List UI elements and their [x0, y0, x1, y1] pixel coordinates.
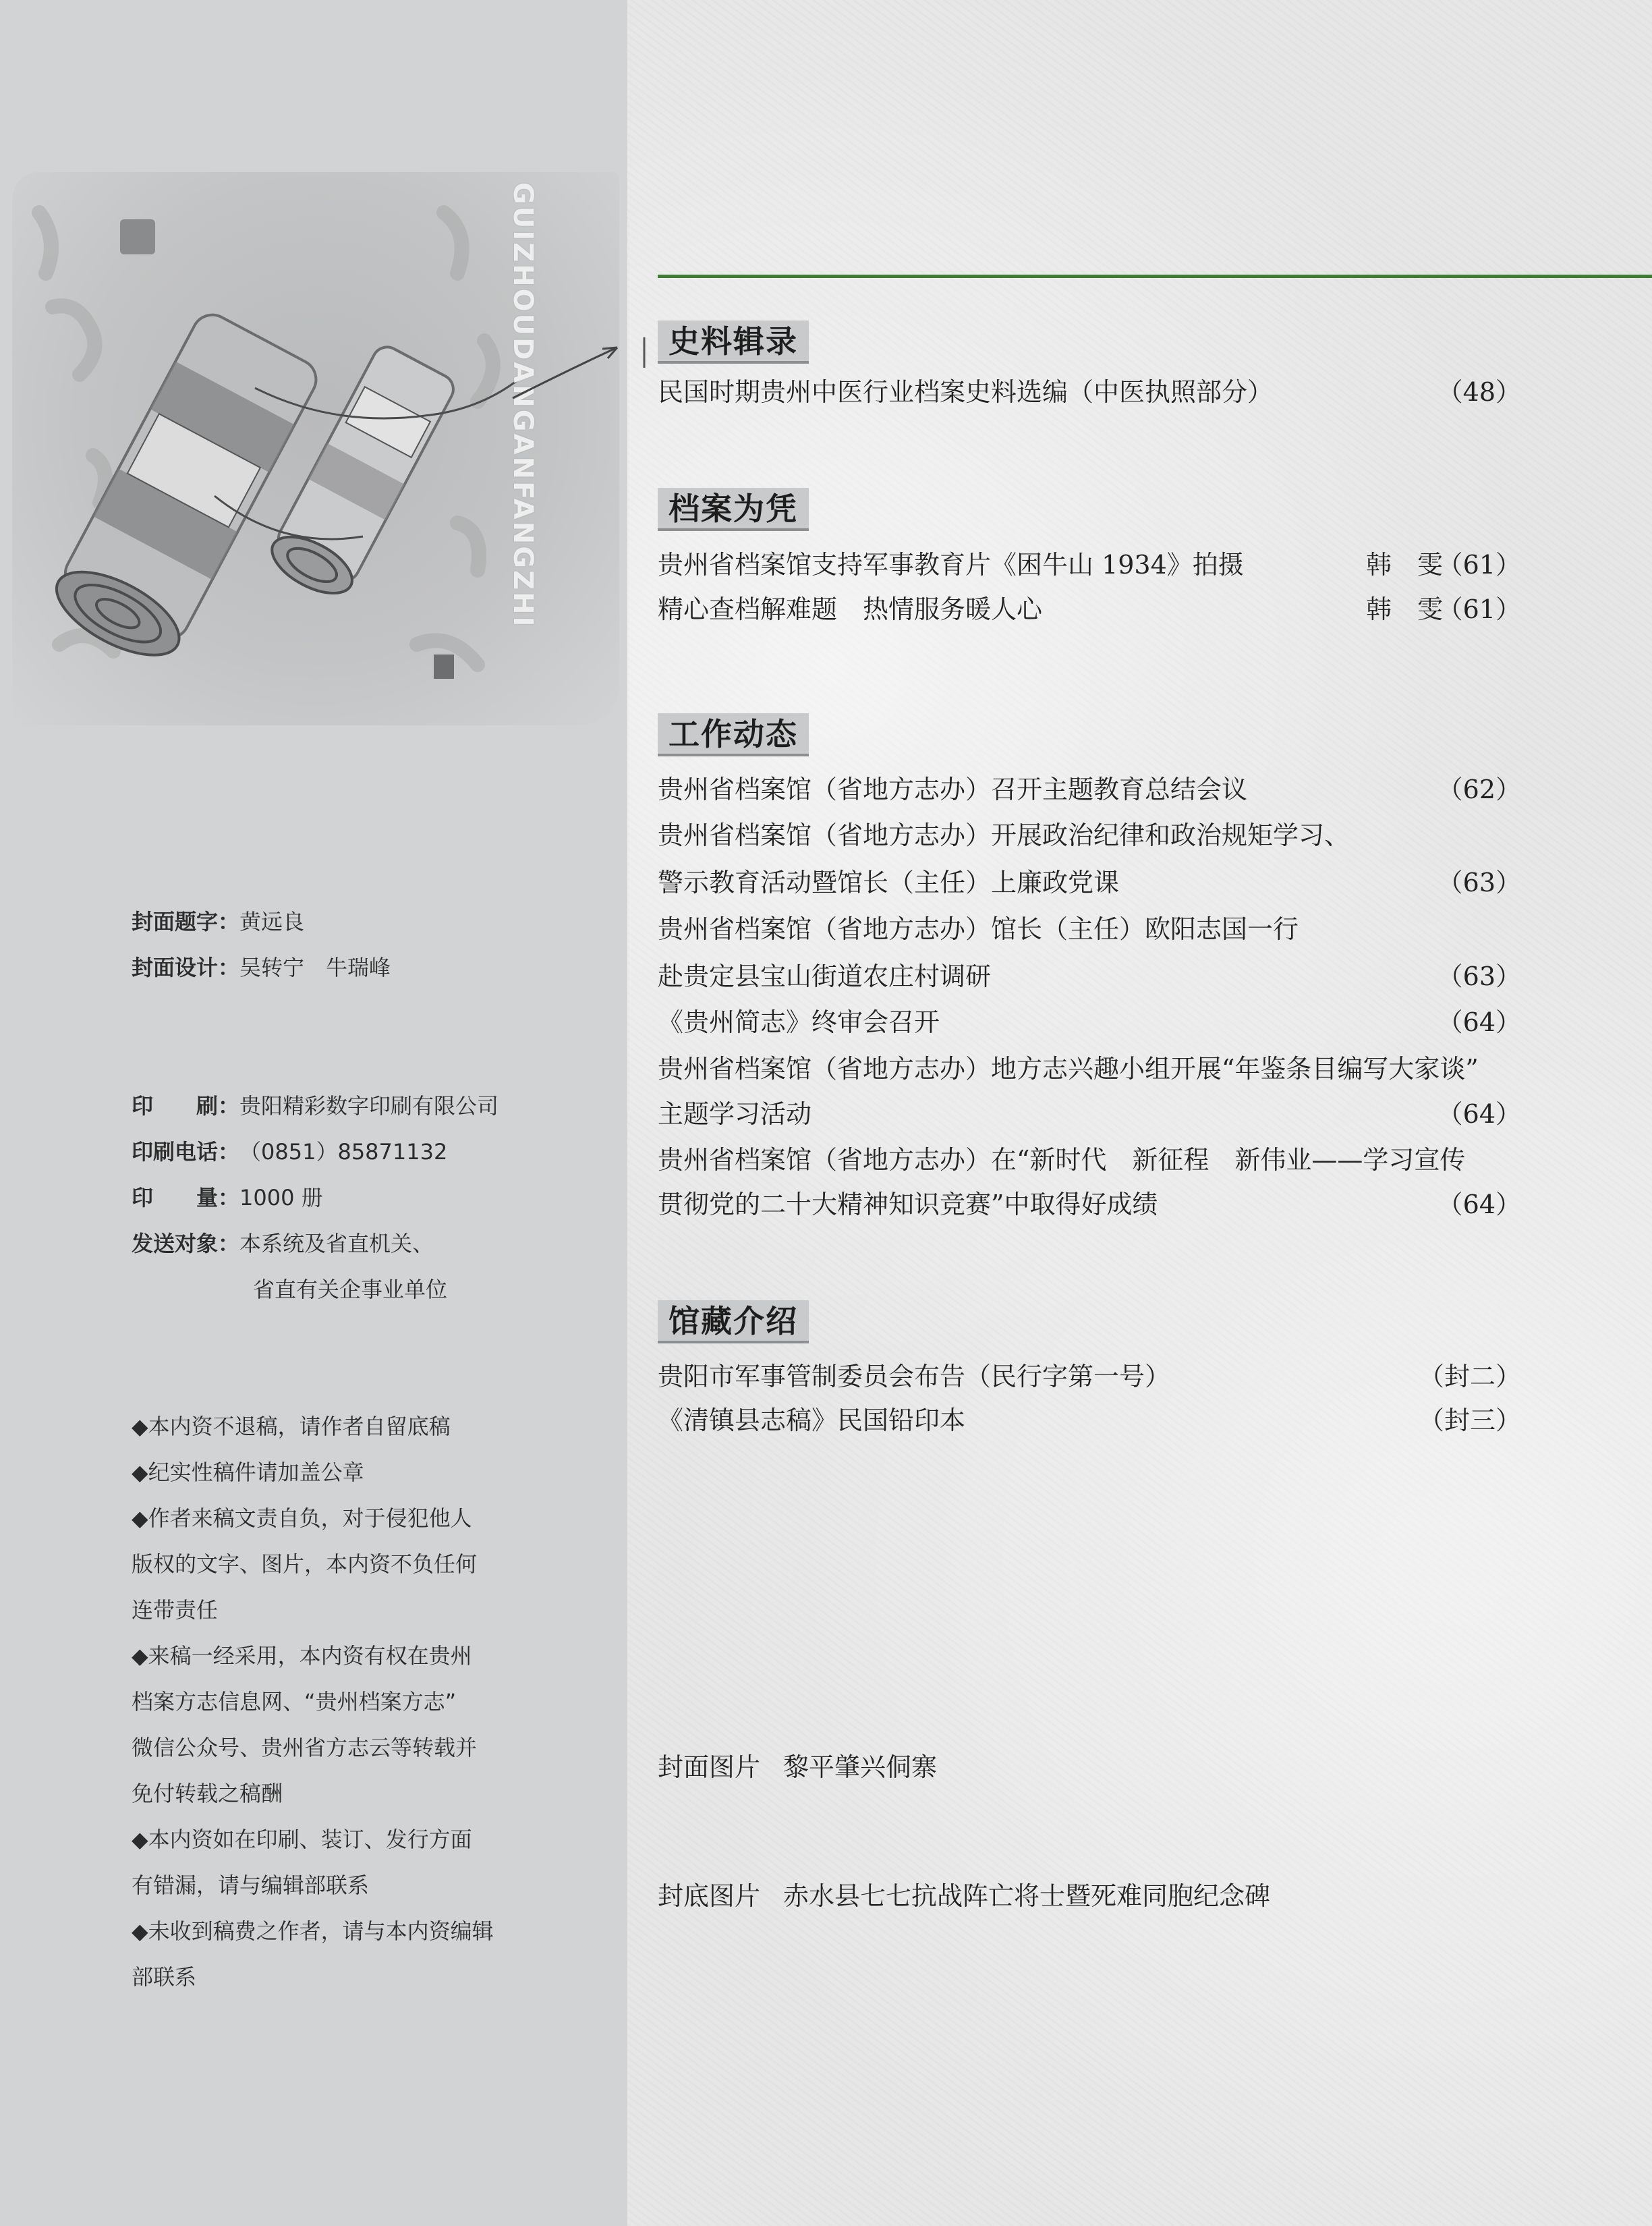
note-line: ◆纪实性稿件请加盖公章 [132, 1459, 364, 1485]
entry-page: （64） [1437, 1190, 1521, 1219]
section-heading: 档案为凭 [658, 488, 809, 531]
toc-entry[interactable] [658, 1005, 1521, 1039]
note-line: 免付转载之稿酬 [132, 1781, 283, 1806]
credit-value: 1000 册 [239, 1185, 323, 1211]
cover-credits [132, 899, 391, 991]
note-line: 档案方志信息网、“贵州档案方志” [132, 1689, 457, 1715]
entry-page: （63） [1437, 962, 1521, 991]
caption-label: 封面图片 [658, 1752, 761, 1782]
toc-entry[interactable] [658, 1403, 1521, 1437]
caption-value: 黎平肇兴侗寨 [783, 1752, 938, 1782]
credit-row [132, 899, 391, 945]
entry-title: 贵州省档案馆（省地方志办）开展政治纪律和政治规矩学习、 [658, 820, 1350, 850]
entry-title: 赴贵定县宝山街道农庄村调研 [658, 962, 992, 991]
toc-entry[interactable] [658, 1097, 1521, 1131]
credit-value: （0851）85871132 [239, 1139, 448, 1165]
cover-image-caption [658, 1750, 937, 1784]
toc-entry[interactable] [658, 592, 1521, 626]
credit-row [132, 1221, 499, 1267]
note-line: ◆本内资如在印刷、装订、发行方面 [132, 1827, 472, 1852]
note-line: ◆本内资不退稿，请作者自留底稿 [132, 1414, 451, 1439]
contributor-notes [132, 1403, 563, 2000]
section-heading: 馆藏介绍 [658, 1300, 809, 1343]
entry-title: 警示教育活动暨馆长（主任）上廉政党课 [658, 868, 1120, 897]
credit-row [132, 1083, 499, 1129]
entry-title: 贵州省档案馆（省地方志办）地方志兴趣小组开展“年鉴条目编写大家谈” [658, 1054, 1479, 1084]
credit-label: 封面题字： [132, 909, 240, 935]
credit-label: 印刷电话： [132, 1139, 240, 1165]
toc-entry[interactable] [658, 548, 1521, 582]
entry-title: 贵州省档案馆支持军事教育片《困牛山 1934》拍摄 [658, 550, 1244, 580]
left-sidebar [0, 0, 627, 2226]
green-divider-rule [658, 275, 1652, 278]
note-line: 连带责任 [132, 1597, 219, 1623]
toc-entry[interactable] [658, 1143, 1521, 1177]
entry-author: 韩 雯 [1366, 594, 1444, 624]
toc-entry[interactable] [658, 1188, 1521, 1221]
note-line: ◆未收到稿费之作者，请与本内资编辑 [132, 1918, 494, 1944]
print-credits [132, 1083, 499, 1312]
toc-entry[interactable] [658, 1360, 1521, 1393]
entry-title: 贵州省档案馆（省地方志办）馆长（主任）欧阳志国一行 [658, 914, 1299, 944]
entry-page: （64） [1437, 1007, 1521, 1037]
entry-page: （63） [1437, 868, 1521, 897]
vertical-brand-title: GUIZHOUDANGANFANGZHI [507, 182, 538, 629]
section-heading: 工作动态 [658, 713, 809, 756]
note-line: 微信公众号、贵州省方志云等转载并 [132, 1735, 478, 1760]
toc-entry[interactable] [658, 1052, 1535, 1086]
entry-title: 贵阳市军事管制委员会布告（民行字第一号） [658, 1362, 1171, 1391]
entry-title: 贵州省档案馆（省地方志办）在“新时代 新征程 新伟业——学习宣传 [658, 1145, 1466, 1175]
entry-page: （61） [1437, 550, 1521, 580]
toc-entry[interactable] [658, 912, 1521, 946]
entry-title: 贯彻党的二十大精神知识竞赛”中取得好成绩 [658, 1190, 1158, 1219]
toc-entry[interactable] [658, 818, 1521, 852]
credit-row [132, 1267, 499, 1312]
note-line: 版权的文字、图片，本内资不负任何 [132, 1551, 478, 1577]
entry-title: 主题学习活动 [658, 1099, 812, 1129]
entry-title: 《清镇县志稿》民国铅印本 [658, 1406, 966, 1435]
entry-title: 民国时期贵州中医行业档案史料选编（中医执照部分） [658, 377, 1274, 407]
entry-page: （封三） [1418, 1406, 1521, 1435]
section-heading: 史料辑录 [658, 321, 809, 364]
credit-value: 吴转宁 牛瑞峰 [239, 955, 391, 980]
entry-title: 精心查档解难题 热情服务暖人心 [658, 594, 1043, 624]
caption-label: 封底图片 [658, 1881, 761, 1911]
entry-page: （61） [1437, 594, 1521, 624]
credit-row [132, 1129, 499, 1175]
toc-entry[interactable] [658, 773, 1521, 806]
credit-label: 封面设计： [132, 955, 240, 980]
entry-page: （封二） [1418, 1362, 1521, 1391]
note-line: ◆作者来稿文责自负，对于侵犯他人 [132, 1505, 472, 1531]
credit-row [132, 1175, 499, 1221]
note-line: 有错漏，请与编辑部联系 [132, 1872, 370, 1898]
credit-label: 印 量： [132, 1185, 240, 1211]
note-line: 部联系 [132, 1964, 197, 1990]
credit-value: 黄远良 [239, 909, 305, 935]
credit-row [132, 945, 391, 991]
entry-title: 贵州省档案馆（省地方志办）召开主题教育总结会议 [658, 775, 1248, 804]
toc-entry[interactable] [658, 959, 1521, 993]
credit-value: 本系统及省直机关、 [239, 1231, 434, 1256]
entry-title: 《贵州简志》终审会召开 [658, 1007, 940, 1037]
credit-label: 发送对象： [132, 1231, 240, 1256]
back-image-caption [658, 1879, 1270, 1913]
credit-value: 贵阳精彩数字印刷有限公司 [239, 1093, 499, 1119]
note-line: ◆来稿一经采用，本内资有权在贵州 [132, 1643, 472, 1669]
caption-value: 赤水县七七抗战阵亡将士暨死难同胞纪念碑 [783, 1881, 1271, 1911]
credit-label: 印 刷： [132, 1093, 240, 1119]
toc-entry[interactable] [658, 375, 1521, 409]
toc-entry[interactable] [658, 866, 1521, 899]
entry-author: 韩 雯 [1366, 550, 1444, 580]
entry-page: （62） [1437, 775, 1521, 804]
entry-page: （64） [1437, 1099, 1521, 1129]
credit-value: 省直有关企事业单位 [253, 1277, 448, 1302]
entry-page: （48） [1437, 377, 1521, 407]
